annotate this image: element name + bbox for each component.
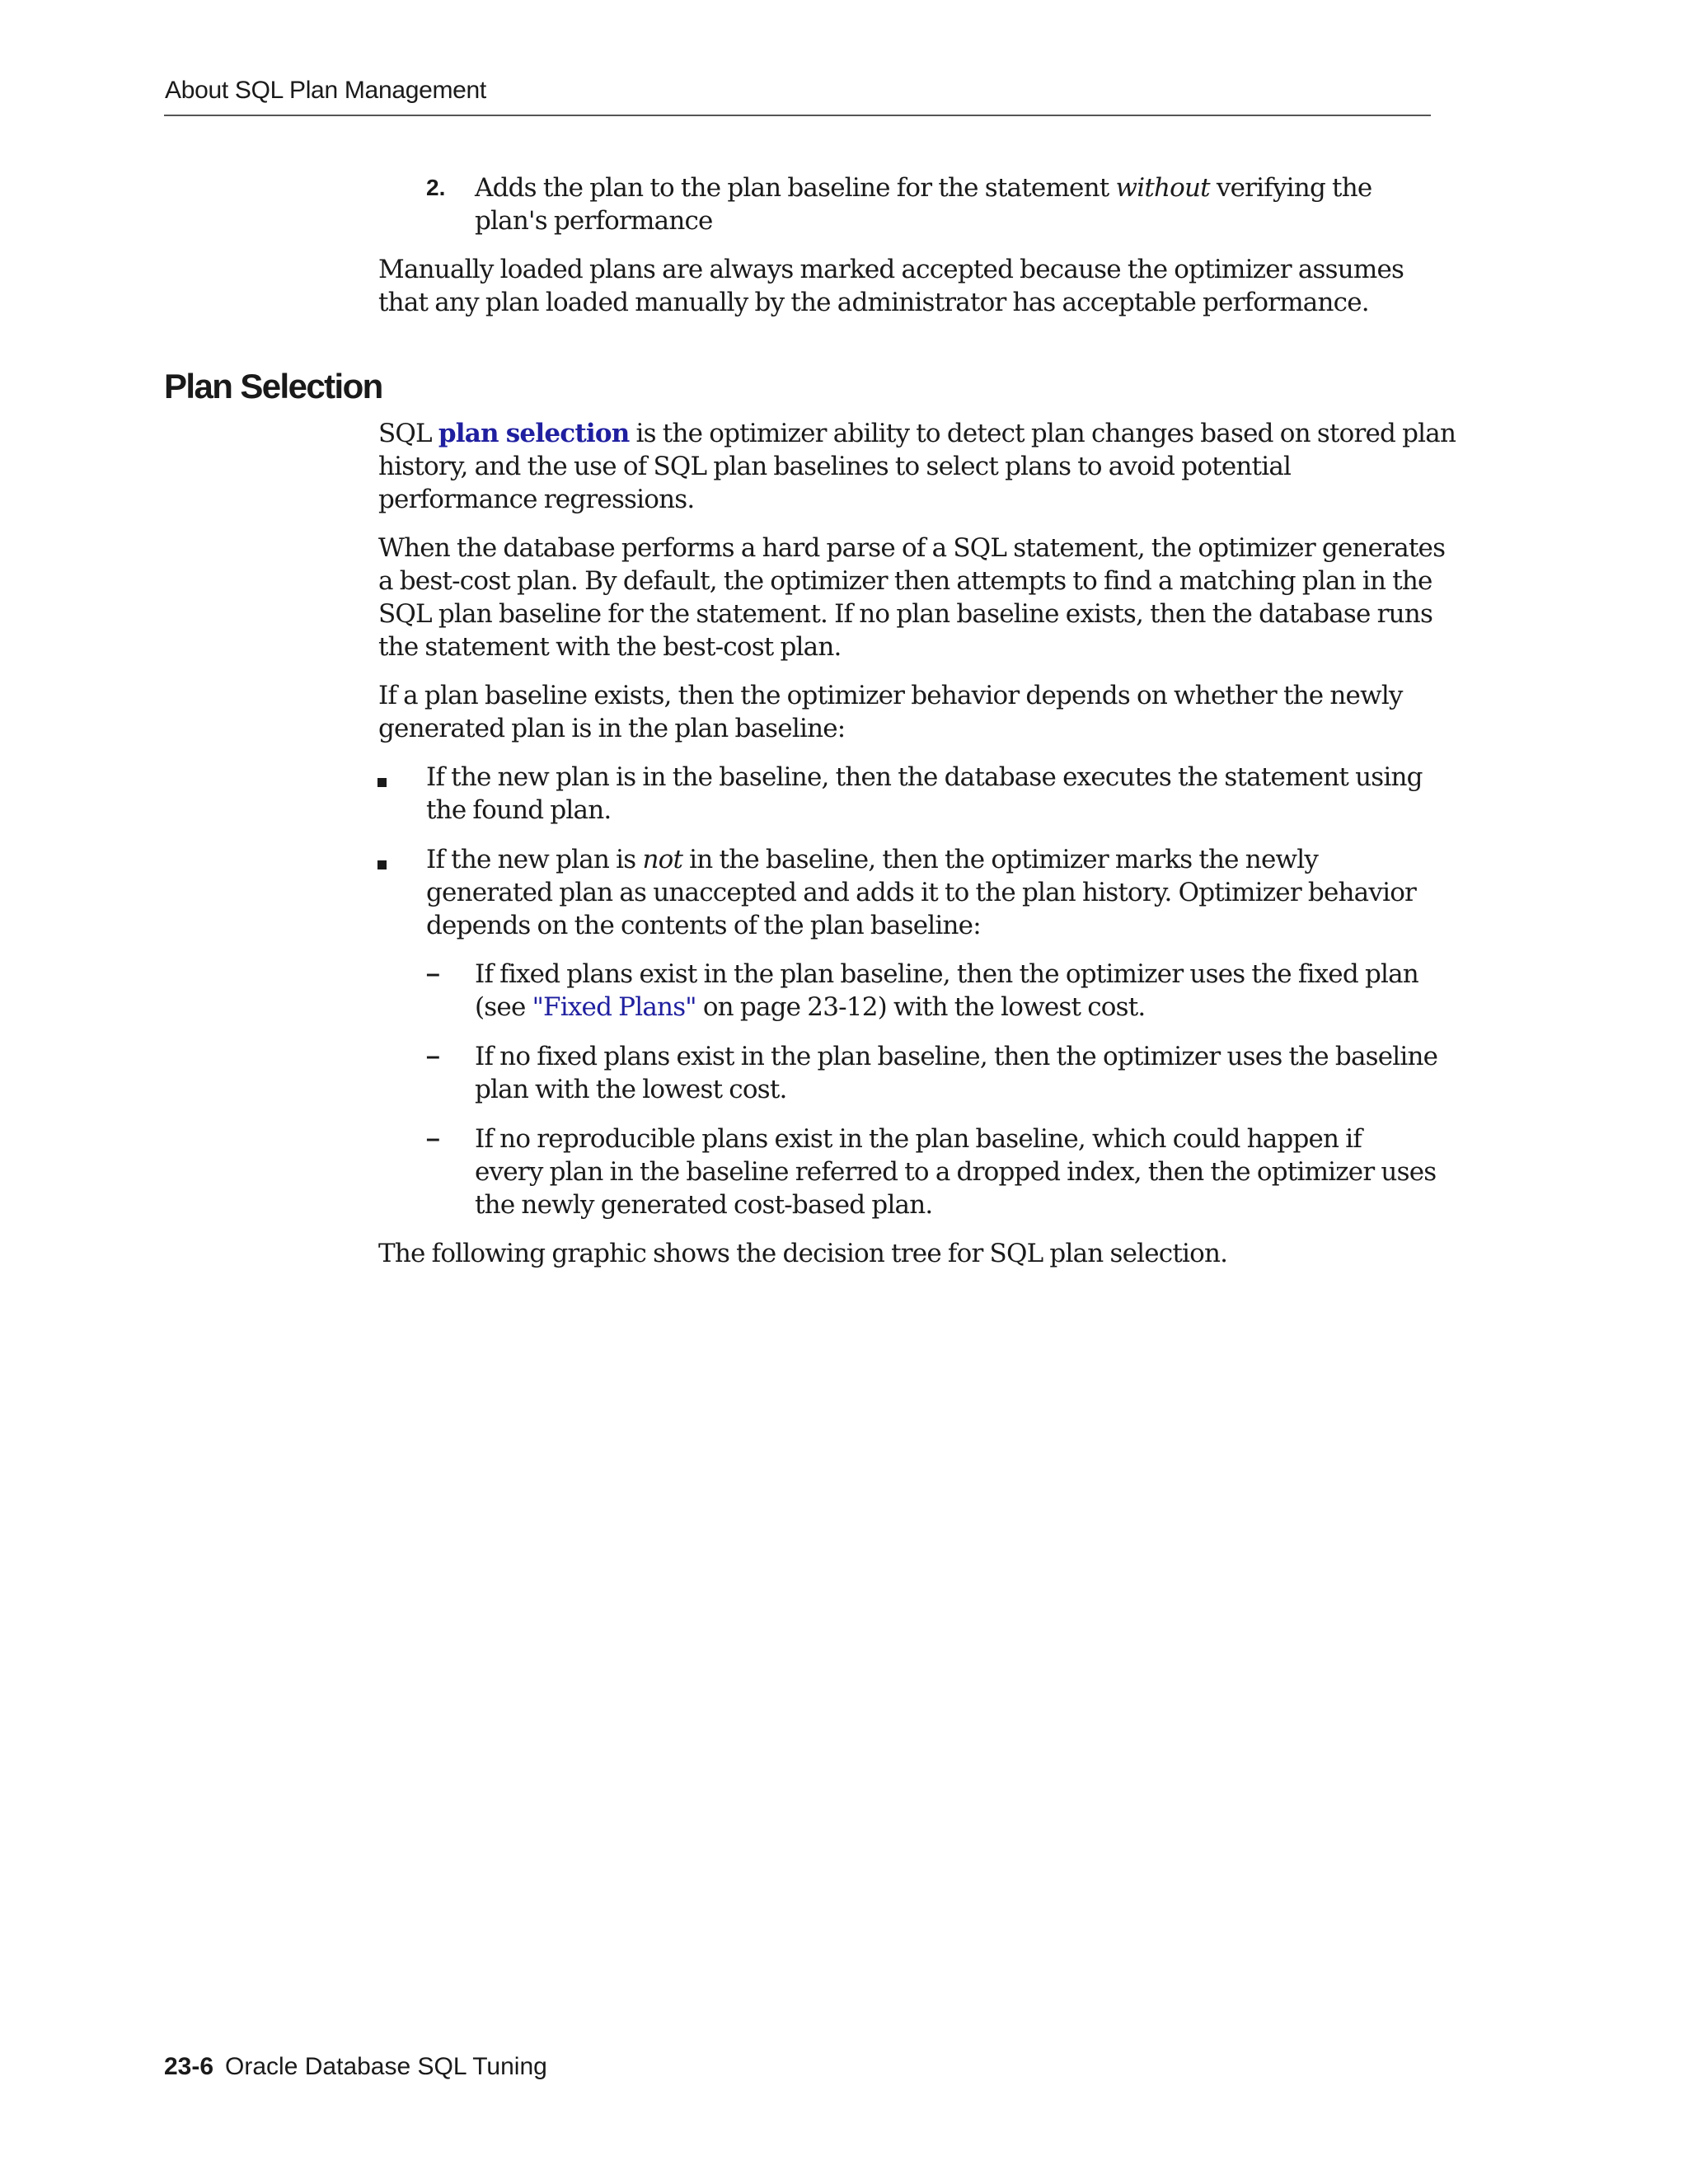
sub-item-line xyxy=(475,991,1418,1024)
sub-item-line: the newly generated cost-based plan. xyxy=(475,1190,933,1220)
header-divider xyxy=(164,115,1431,116)
bullet-line xyxy=(426,843,1416,876)
sub-item-1 xyxy=(475,958,1418,1024)
manual-plans-paragraph xyxy=(378,253,1442,319)
sub-item-line: If fixed plans exist in the plan baseline, then the optimizer uses the fixed plan xyxy=(475,959,1418,989)
paragraph-line xyxy=(378,417,1456,450)
closing-paragraph xyxy=(378,1237,1442,1270)
sub-item-line: If no reproducible plans exist in the plan baseline, which could happen if xyxy=(475,1124,1362,1154)
emphasis: without xyxy=(1115,173,1210,203)
text-run: (see xyxy=(475,992,532,1022)
bullet-line: the found plan. xyxy=(426,795,612,825)
dash-marker: – xyxy=(426,960,440,987)
paragraph-line: SQL plan baseline for the statement. If no plan baseline exists, then the database runs xyxy=(378,599,1433,629)
bullet-line: generated plan as unaccepted and adds it to the plan history. Optimizer behavior xyxy=(426,878,1417,907)
dash-marker: – xyxy=(426,1125,440,1152)
text-run: Adds the plan to the plan baseline for the statement xyxy=(475,173,1116,203)
bullet-item-2 xyxy=(426,843,1416,942)
list-item-line xyxy=(475,171,1372,204)
text-run: verifying the xyxy=(1209,173,1372,203)
bullet-marker xyxy=(377,860,387,869)
bullet-item-1 xyxy=(426,761,1423,827)
baseline-exists-paragraph xyxy=(378,679,1442,745)
paragraph-line: history, and the use of SQL plan baselines to select plans to avoid potential xyxy=(378,452,1292,481)
paragraph-line: The following graphic shows the decision tree for SQL plan selection. xyxy=(378,1239,1228,1268)
page-footer xyxy=(164,2052,547,2082)
hard-parse-paragraph xyxy=(378,532,1446,663)
text-run: SQL xyxy=(378,419,438,448)
section-heading: Plan Selection xyxy=(164,367,382,405)
paragraph-line: a best-cost plan. By default, the optimizer then attempts to find a matching plan in the xyxy=(378,566,1432,596)
paragraph-line: performance regressions. xyxy=(378,485,695,514)
sub-item-line: plan with the lowest cost. xyxy=(475,1075,787,1104)
text-run: is the optimizer ability to detect plan changes based on stored plan xyxy=(629,419,1456,448)
paragraph-line: the statement with the best-cost plan. xyxy=(378,632,842,662)
glossary-term-link[interactable]: plan selection xyxy=(438,419,630,448)
list-item-line: plan's performance xyxy=(475,206,713,236)
text-run: in the baseline, then the optimizer marks the newly xyxy=(682,845,1319,874)
running-header: About SQL Plan Management xyxy=(165,77,486,104)
sub-item-2 xyxy=(475,1040,1437,1106)
book-title: Oracle Database SQL Tuning xyxy=(225,2053,547,2080)
text-run: on page 23-12) with the lowest cost. xyxy=(696,992,1146,1022)
bullet-line: depends on the contents of the plan baseline: xyxy=(426,911,981,940)
list-item-number: 2. xyxy=(426,175,446,200)
fixed-plans-link[interactable]: "Fixed Plans" xyxy=(532,992,696,1022)
paragraph-line: that any plan loaded manually by the administrator has acceptable performance. xyxy=(378,288,1369,317)
paragraph-line: Manually loaded plans are always marked accepted because the optimizer assumes xyxy=(378,255,1404,284)
page-number: 23-6 xyxy=(164,2053,214,2080)
bullet-line: If the new plan is in the baseline, then the database executes the statement using xyxy=(426,762,1423,792)
paragraph-line: generated plan is in the plan baseline: xyxy=(378,714,846,743)
dash-marker: – xyxy=(426,1043,440,1070)
emphasis: not xyxy=(642,845,683,874)
paragraph-line: When the database performs a hard parse of a SQL statement, the optimizer generates xyxy=(378,533,1446,563)
bullet-marker xyxy=(377,778,387,787)
numbered-list-item-2 xyxy=(475,171,1372,237)
text-run: If the new plan is xyxy=(426,845,643,874)
sub-item-line: If no fixed plans exist in the plan baseline, then the optimizer uses the baseline xyxy=(475,1042,1438,1071)
intro-paragraph xyxy=(378,417,1456,516)
paragraph-line: If a plan baseline exists, then the optimizer behavior depends on whether the newly xyxy=(378,681,1403,710)
sub-item-3 xyxy=(475,1122,1436,1221)
sub-item-line: every plan in the baseline referred to a dropped index, then the optimizer uses xyxy=(475,1157,1437,1187)
